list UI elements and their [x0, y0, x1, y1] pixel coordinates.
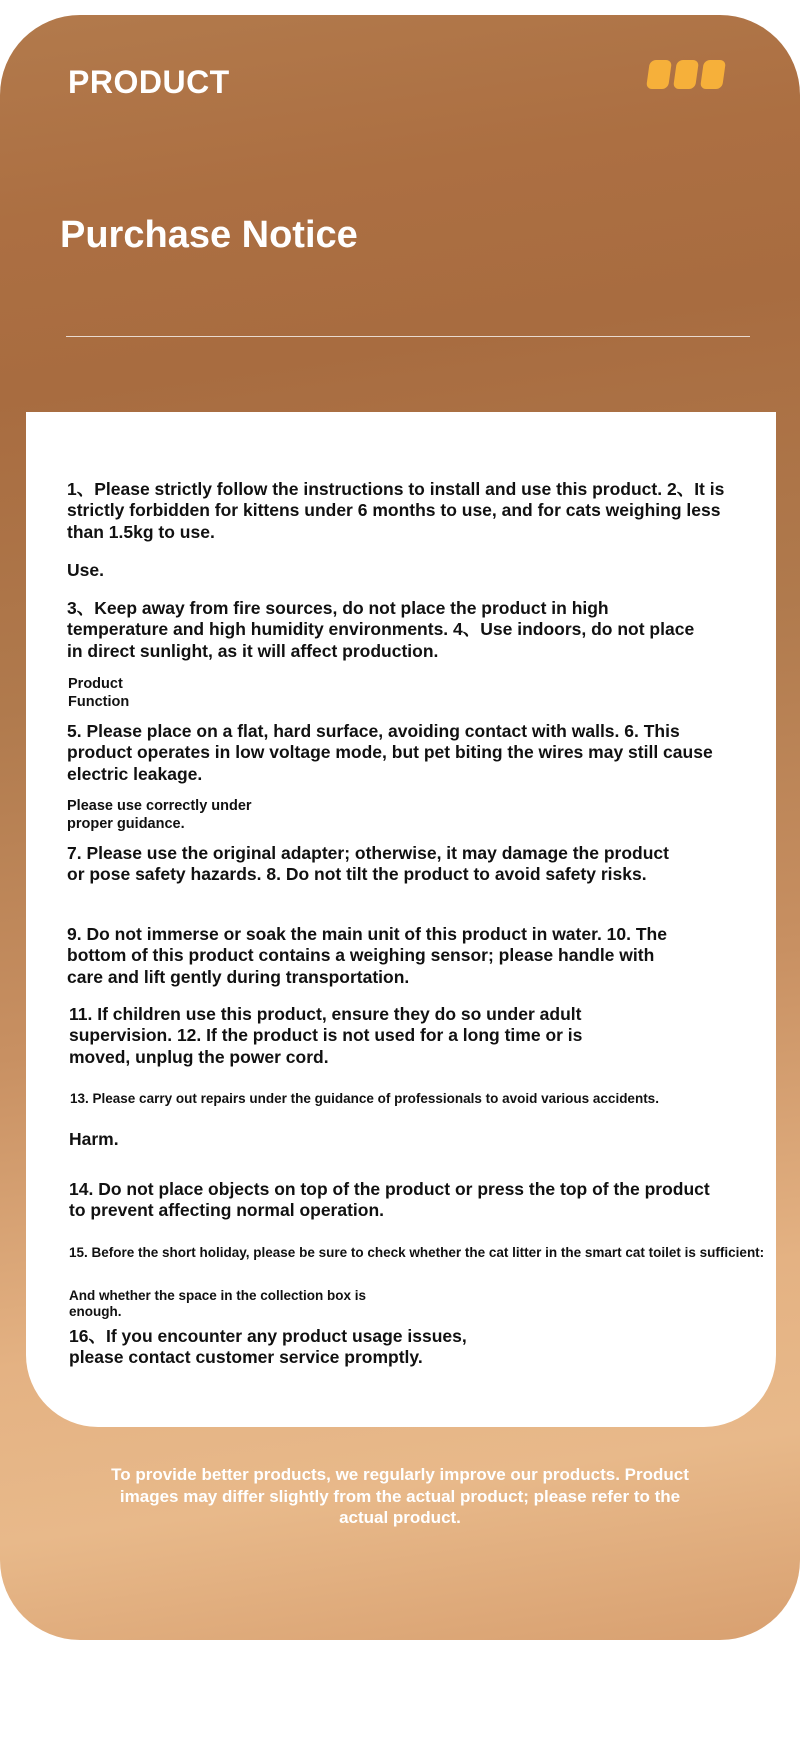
brand-label: PRODUCT [68, 64, 230, 100]
notice-item-5: 5. Please place on a flat, hard surface, avoiding contact with walls. 6. This product operates in low voltage mode, but pet biting the wires may still cause electric leakage. [67, 721, 713, 784]
notice-item-product-function: Product Function [68, 676, 130, 710]
notice-item-14: 14. Do not place objects on top of the product or press the top of the product to prevent affecting normal operation. [69, 1179, 710, 1221]
notice-item-13: 13. Please carry out repairs under the guidance of professionals to avoid various accidents. [70, 1091, 659, 1106]
notice-item-1: 1、Please strictly follow the instructions to install and use this product. 2、It is strictly forbidden for kittens under 6 months to use, and for cats weighing less than 1.5kg to use. [67, 479, 725, 542]
page-title: Purchase Notice [60, 214, 358, 256]
footer-note: To provide better products, we regularly improve our products. Product images may differ slightly from the actual product; please refer to the actual product. [111, 1465, 689, 1528]
notice-item-9: 9. Do not immerse or soak the main unit of this product in water. 10. The bottom of this product contains a weighing sensor; please handle with care and lift gently during transportation. [67, 924, 667, 987]
notice-item-3: 3、Keep away from fire sources, do not place the product in high temperature and high humidity environments. 4、Use indoors, do not place in direct sunlight, as it will affect production. [67, 598, 695, 661]
notice-item-16: 16、If you encounter any product usage issues, please contact customer service promptly. [69, 1326, 467, 1368]
notice-item-7: 7. Please use the original adapter; otherwise, it may damage the product or pose safety hazards. 8. Do not tilt the product to avoid safety risks. [67, 843, 669, 885]
notice-item-use: Use. [67, 560, 104, 580]
menu-dots-icon [648, 60, 724, 89]
notice-item-guidance: Please use correctly under proper guidance. [67, 798, 252, 832]
divider [66, 336, 750, 337]
notice-item-collection-box: And whether the space in the collection box is enough. [69, 1288, 367, 1320]
dot-icon [646, 60, 672, 89]
notice-panel [26, 412, 776, 1427]
dot-icon [700, 60, 726, 89]
notice-item-15: 15. Before the short holiday, please be sure to check whether the cat litter in the smart cat toilet is sufficient: [69, 1245, 765, 1260]
dot-icon [673, 60, 699, 89]
notice-item-harm: Harm. [69, 1129, 119, 1149]
notice-item-11: 11. If children use this product, ensure they do so under adult supervision. 12. If the product is not used for a long time or is moved, unplug the power cord. [69, 1004, 583, 1067]
